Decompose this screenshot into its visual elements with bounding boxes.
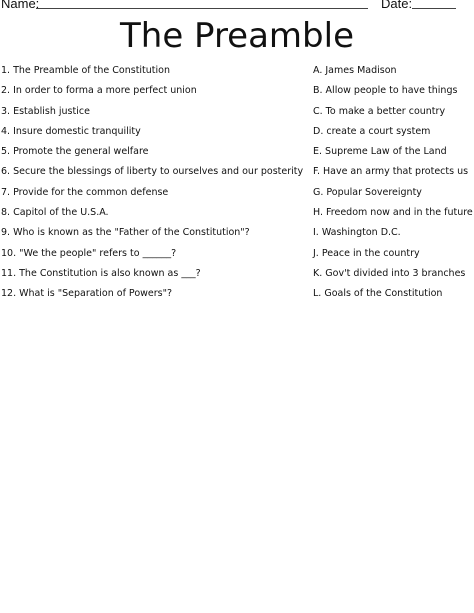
page-title: The Preamble [120, 16, 354, 56]
question-item: 3. Establish justice [1, 105, 90, 117]
question-item: 1. The Preamble of the Constitution [1, 65, 170, 76]
question-item: 6. Secure the blessings of liberty to ourselves and our posterity [1, 166, 304, 178]
answer-item: K. Gov't divided into 3 branches [313, 267, 466, 279]
question-list [1, 64, 304, 308]
question-item: 7. Provide for the common defense [1, 186, 169, 198]
name-label: Name: [1, 0, 40, 11]
answer-item: J. Peace in the country [313, 247, 420, 259]
answer-item: B. Allow people to have things [313, 85, 458, 97]
date-blank-line[interactable] [412, 8, 456, 9]
question-item: 10. "We the people" refers to ______? [1, 247, 177, 259]
answer-item: L. Goals of the Constitution [313, 288, 443, 300]
answer-item: D. create a court system [313, 125, 431, 137]
answer-item: I. Washington D.C. [313, 227, 401, 239]
question-item: 12. What is "Separation of Powers"? [1, 288, 173, 300]
answer-list [313, 64, 473, 308]
name-blank-line[interactable] [36, 8, 368, 9]
question-item: 9. Who is known as the "Father of the Constitution"? [1, 227, 250, 239]
answer-item: E. Supreme Law of the Land [313, 146, 447, 158]
answer-item: C. To make a better country [313, 105, 446, 117]
answer-item: H. Freedom now and in the future [313, 207, 473, 219]
worksheet-header [0, 0, 474, 12]
question-item: 8. Capitol of the U.S.A. [1, 207, 109, 219]
question-item: 4. Insure domestic tranquility [1, 125, 141, 137]
question-item: 5. Promote the general welfare [1, 146, 149, 158]
question-item: 2. In order to forma a more perfect union [1, 85, 197, 97]
answer-item: F. Have an army that protects us [313, 166, 469, 178]
answer-item: G. Popular Sovereignty [313, 186, 422, 198]
question-item: 11. The Constitution is also known as ___? [1, 267, 201, 279]
date-label: Date: [381, 0, 413, 11]
answer-item: A. James Madison [313, 65, 397, 76]
